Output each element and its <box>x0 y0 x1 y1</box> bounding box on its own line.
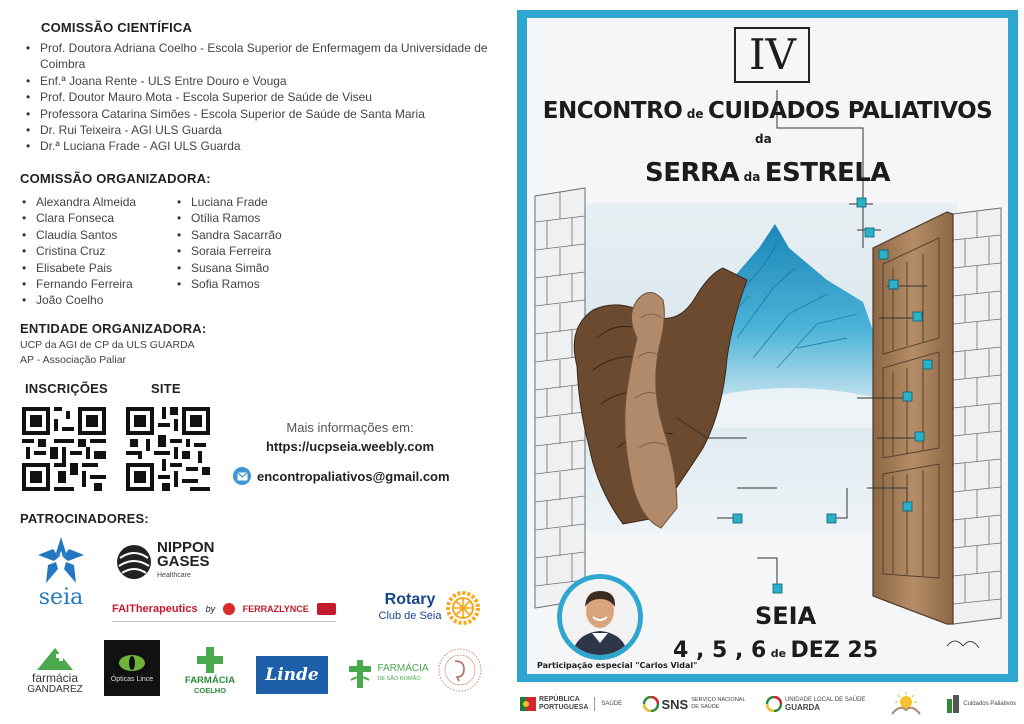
website-link[interactable]: https://ucpseia.weebly.com <box>265 439 435 454</box>
left-brick-wall <box>535 188 585 608</box>
organizadora-col-1 <box>20 194 180 309</box>
nippon-text: NIPPON <box>157 539 215 556</box>
by-text: by <box>205 603 216 614</box>
entidade-title: ENTIDADE ORGANIZADORA: <box>20 321 207 336</box>
seia-text: seia <box>38 585 84 610</box>
list-item: • Dr.ª Luciana Frade - AGI ULS Guarda <box>24 138 494 154</box>
farmacia-gandarez-logo <box>22 642 88 698</box>
list-item: • Soraia Ferreira <box>175 243 335 259</box>
poster-city: SEIA <box>755 602 817 630</box>
healthcare-text: Healthcare <box>157 572 191 579</box>
entidade-line: UCP da AGI de CP da ULS GUARDA <box>20 339 195 351</box>
lince-text: Ópticas Lince <box>110 676 154 683</box>
lince-eye-icon <box>118 653 146 673</box>
list-item: • Luciana Frade <box>175 194 335 210</box>
cp-building-icon <box>946 695 960 713</box>
fai-text: FAITherapeutics <box>112 602 198 615</box>
anniversary-badge <box>317 603 336 615</box>
nippon-sphere-icon <box>116 544 152 580</box>
farmacia-coelho-logo <box>178 642 242 698</box>
sao-romao-cross-icon <box>347 658 373 690</box>
list-item: • Claudia Santos <box>20 227 180 243</box>
comissao-cientifica-title: COMISSÃO CIENTÍFICA <box>41 20 193 35</box>
republica-portuguesa-logo: REPÚBLICA PORTUGUESA SAÚDE <box>520 696 622 712</box>
uls-circle-icon <box>766 696 782 712</box>
coelho-text-2: COELHO <box>193 686 227 695</box>
event-poster <box>517 10 1018 682</box>
more-info-label: Mais informações em: <box>286 420 414 435</box>
email-icon <box>233 467 251 485</box>
gandarez-cross-icon <box>35 646 75 672</box>
list-item: • Sandra Sacarrão <box>175 227 335 243</box>
opticas-lince-logo <box>104 640 160 696</box>
fai-ferraz-logo <box>112 596 336 622</box>
institutional-logos <box>512 686 1024 722</box>
special-guest-caption: Participação especial "Carlos Vidal" <box>537 661 698 670</box>
poster-canvas <box>527 18 1008 674</box>
seia-logo <box>28 532 94 612</box>
list-item: • Prof. Doutor Mauro Mota - Escola Superior de Saúde de Viseu <box>24 89 494 105</box>
organizadora-col-2 <box>175 194 335 292</box>
list-item: • Cristina Cruz <box>20 243 180 259</box>
linde-logo <box>256 656 328 694</box>
list-item: • Elisabete Pais <box>20 260 180 276</box>
list-item: • Otília Ramos <box>175 210 335 226</box>
site-qr-code[interactable] <box>126 407 210 491</box>
rotary-club-text: Club de Seia <box>378 610 442 622</box>
artist-signature <box>947 641 979 648</box>
uls-guarda-logo: UNIDADE LOCAL DE SAÚDE GUARDA <box>766 696 865 712</box>
gandarez-text-2: GANDAREZ <box>27 683 83 695</box>
sao-romao-text-2: DE SÃO ROMÃO <box>377 676 421 682</box>
patrocinadores-title: PATROCINADORES: <box>20 511 149 526</box>
site-label: SITE <box>151 381 181 396</box>
poster-title-line-3: SERRA da ESTRELA <box>645 158 890 188</box>
left-panel <box>0 0 505 724</box>
list-item: • Alexandra Almeida <box>20 194 180 210</box>
rotary-wheel-icon <box>446 591 480 625</box>
poster-title-line-2: da <box>755 132 772 146</box>
cuidados-paliativos-logo: Cuidados Paliativos <box>946 695 1016 713</box>
ferraz-text: FERRAZLYNCE <box>242 603 309 614</box>
email-row <box>233 467 450 485</box>
speaker-portrait-icon <box>562 579 638 655</box>
poster-title-line-1: ENCONTRO de CUIDADOS PALIATIVOS <box>542 98 993 124</box>
open-door <box>873 212 953 624</box>
list-item: • Clara Fonseca <box>20 210 180 226</box>
list-item: • Prof. Doutora Adriana Coelho - Escola Superior de Enfermagem da Universidade de Coimbra <box>24 40 494 73</box>
coelho-cross-icon <box>195 645 225 675</box>
more-info <box>235 420 465 454</box>
sns-logo: SNS SERVIÇO NACIONAL DE SAÚDE <box>643 696 746 712</box>
rotary-text: Rotary <box>384 591 436 608</box>
inscricoes-qr-code[interactable] <box>22 407 106 491</box>
paliar-logo <box>886 692 926 716</box>
list-item: • Susana Simão <box>175 260 335 276</box>
list-item: • Sofia Ramos <box>175 276 335 292</box>
seia-flower-icon <box>36 535 86 587</box>
gandarez-text-1: farmácia <box>31 670 78 685</box>
portugal-flag-icon <box>520 697 536 711</box>
list-item: • Fernando Ferreira <box>20 276 180 292</box>
ferraz-icon <box>223 603 235 615</box>
list-item: • Enf.ª Joana Rente - ULS Entre Douro e Vouga <box>24 73 494 89</box>
coelho-text-1: FARMÁCIA <box>184 675 236 686</box>
inscricoes-label: INSCRIÇÕES <box>25 381 108 396</box>
instituto-seal-logo <box>436 646 484 694</box>
nippon-gases-logo <box>116 540 231 584</box>
linde-text: Linde <box>265 665 319 685</box>
rotary-logo <box>376 586 482 630</box>
comissao-cientifica-list <box>24 40 494 155</box>
comissao-organizadora-title: COMISSÃO ORGANIZADORA: <box>20 171 211 186</box>
seal-icon <box>437 647 483 693</box>
sao-romao-text-1: FARMÁCIA <box>377 663 429 674</box>
gases-text: GASES <box>157 553 210 570</box>
list-item: • Professora Catarina Simões - Escola Superior de Saúde de Santa Maria <box>24 106 494 122</box>
entidade-line: AP - Associação Paliar <box>20 354 127 366</box>
list-item: • João Coelho <box>20 292 180 308</box>
poster-date: 4 , 5 , 6 de DEZ 25 <box>673 638 879 663</box>
right-brick-wall <box>953 208 1001 624</box>
guest-speaker-photo <box>557 574 643 660</box>
email-link[interactable]: encontropaliativos@gmail.com <box>257 468 450 484</box>
list-item: • Dr. Rui Teixeira - AGI ULS Guarda <box>24 122 494 138</box>
sns-circle-icon <box>643 696 659 712</box>
farmacia-sao-romao-logo <box>346 654 430 694</box>
poster-roman-numeral: IV <box>749 30 796 79</box>
paliar-sun-icon <box>886 692 926 716</box>
